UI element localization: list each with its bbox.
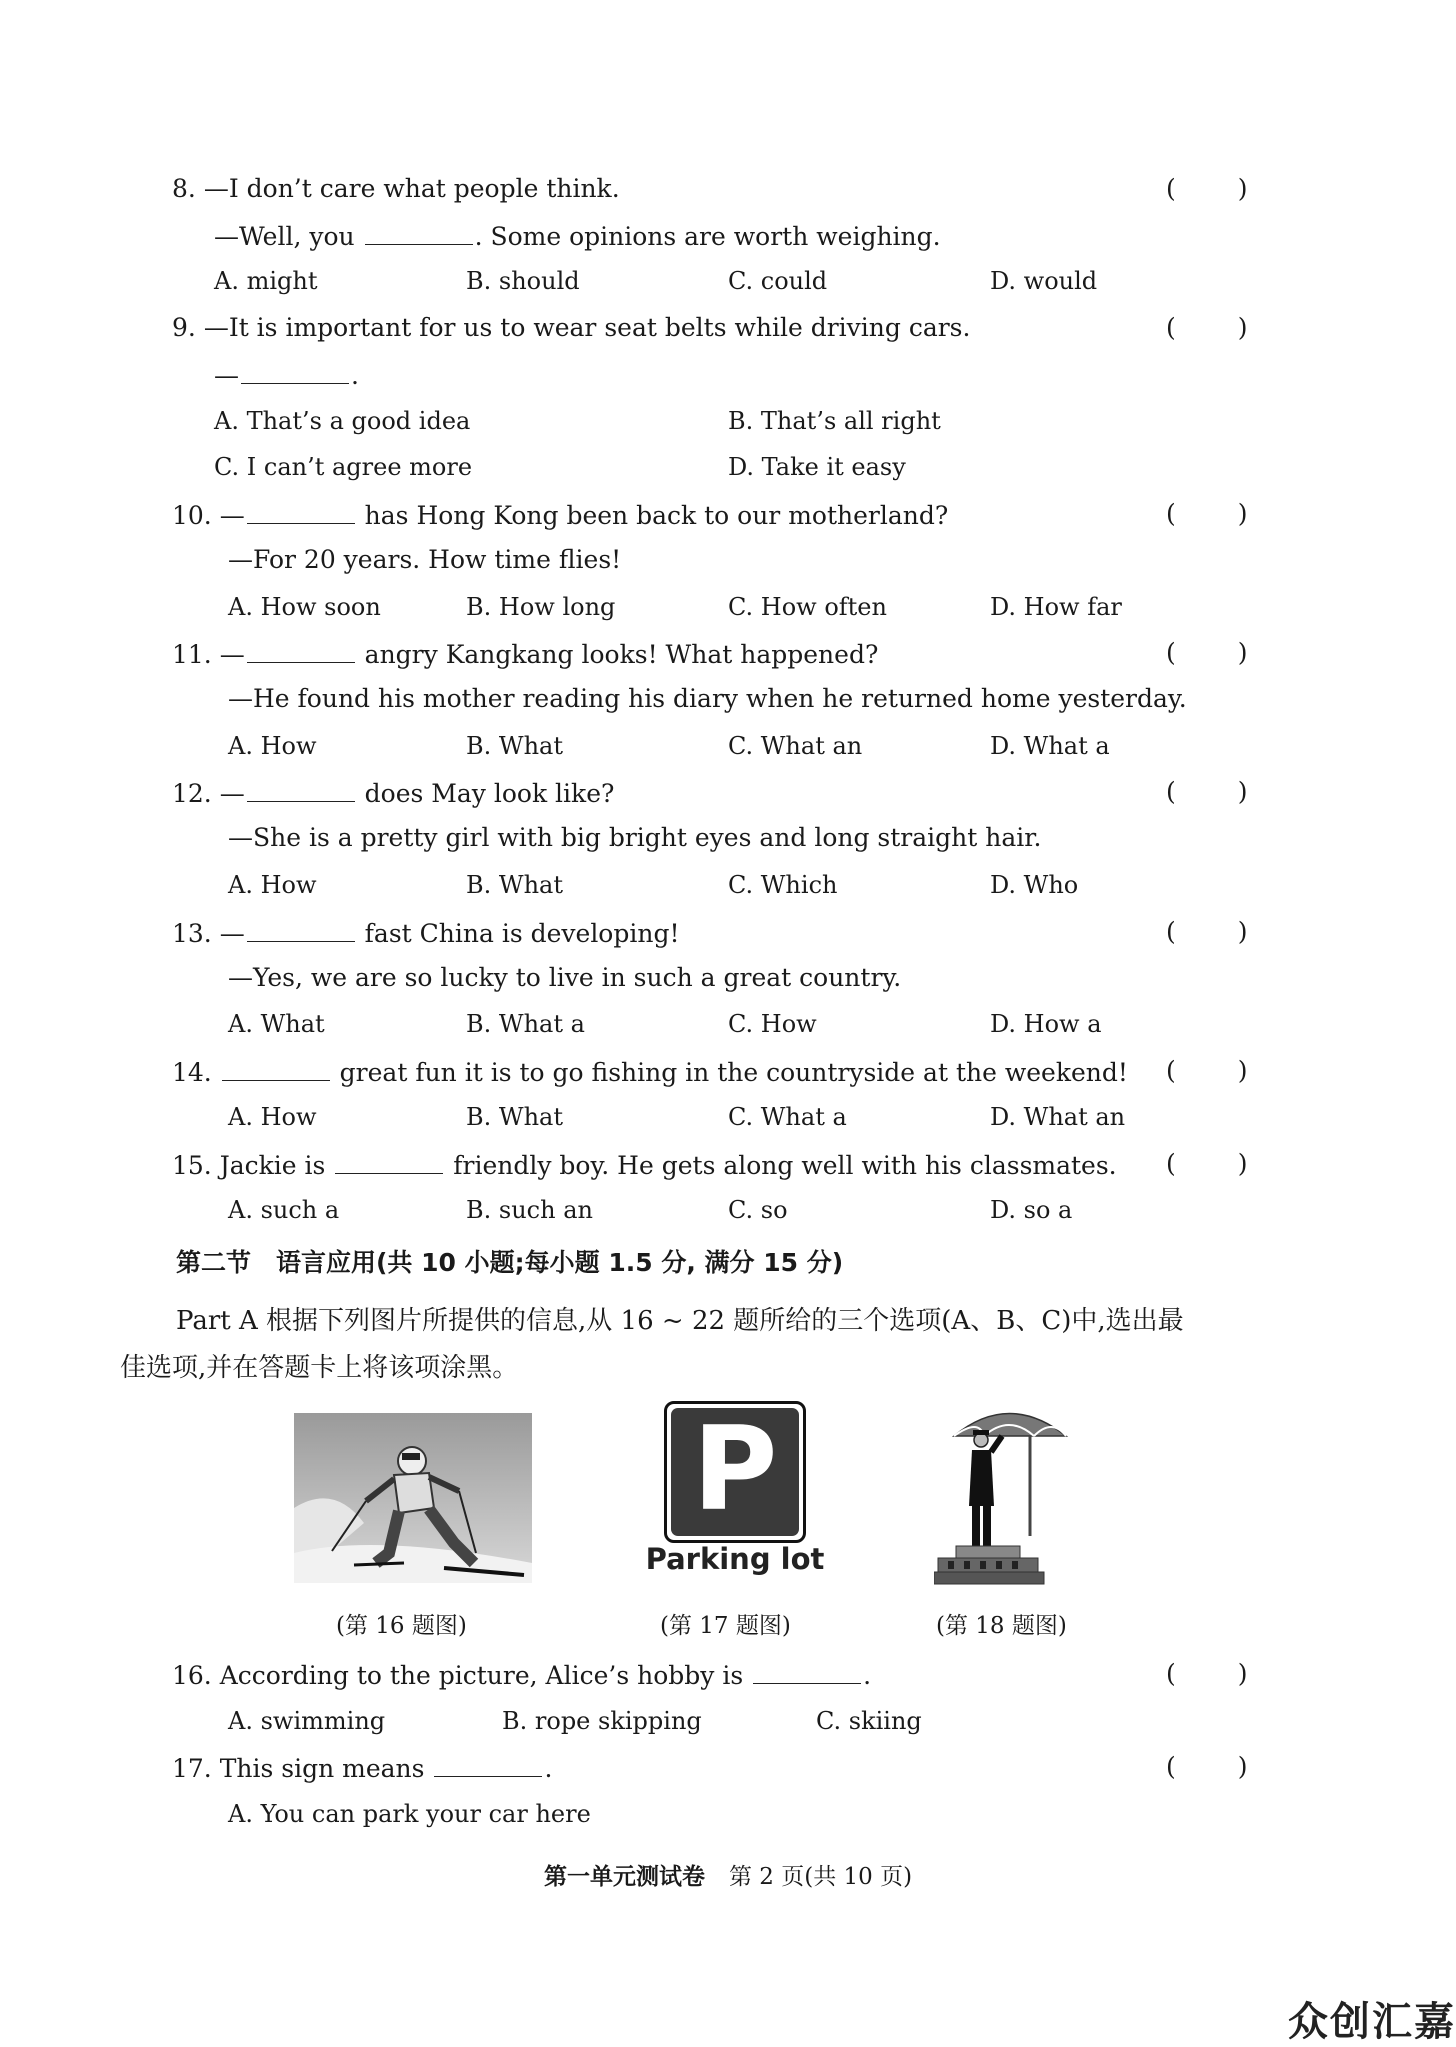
question-9-stem: 9. —It is important for us to wear seat belts while driving cars. bbox=[172, 313, 971, 342]
parking-letter: P bbox=[692, 1402, 778, 1537]
section-title: 第二节 语言应用(共 10 小题;每小题 1.5 分, 满分 15 分) bbox=[176, 1248, 844, 1277]
option-13a: A. What bbox=[228, 1010, 325, 1038]
option-12a: A. How bbox=[228, 871, 317, 899]
option-16a: A. swimming bbox=[228, 1707, 386, 1735]
option-11b: B. What bbox=[466, 732, 563, 760]
part-a-line-1: Part A 根据下列图片所提供的信息,从 16 ~ 22 题所给的三个选项(A、B、C)中,选出最 bbox=[176, 1306, 1184, 1336]
option-14a: A. How bbox=[228, 1103, 317, 1131]
option-12b: B. What bbox=[466, 871, 563, 899]
option-14d: D. What an bbox=[990, 1103, 1126, 1131]
answer-paren-15: ( ) bbox=[1166, 1149, 1248, 1178]
page-footer bbox=[0, 1858, 1456, 1891]
blank bbox=[241, 359, 349, 384]
question-15-stem: 15. Jackie is friendly boy. He gets along well with his classmates. bbox=[172, 1151, 1117, 1180]
option-8a: A. might bbox=[214, 267, 318, 295]
option-15d: D. so a bbox=[990, 1196, 1073, 1224]
answer-paren-12: ( ) bbox=[1166, 777, 1248, 806]
answer-paren-11: ( ) bbox=[1166, 638, 1248, 667]
footer-title: 第一单元测试卷 bbox=[543, 1864, 705, 1890]
option-13c: C. How bbox=[728, 1010, 817, 1038]
question-10-stem: 10. — has Hong Kong been back to our motherland? bbox=[172, 501, 949, 530]
option-13b: B. What a bbox=[466, 1010, 585, 1038]
blank bbox=[753, 1659, 861, 1684]
option-13d: D. How a bbox=[990, 1010, 1102, 1038]
option-9b: B. That’s all right bbox=[728, 407, 941, 435]
question-10-line2: —For 20 years. How time flies! bbox=[228, 545, 622, 574]
option-17a: A. You can park your car here bbox=[228, 1800, 591, 1828]
option-9d: D. Take it easy bbox=[728, 453, 906, 481]
answer-paren-9: ( ) bbox=[1166, 313, 1248, 342]
blank bbox=[247, 917, 355, 942]
traffic-police-picture bbox=[934, 1396, 1084, 1586]
blank bbox=[365, 220, 473, 245]
question-11-stem: 11. — angry Kangkang looks! What happened? bbox=[172, 640, 879, 669]
option-8b: B. should bbox=[466, 267, 580, 295]
option-12c: C. Which bbox=[728, 871, 838, 899]
question-12-stem: 12. — does May look like? bbox=[172, 779, 615, 808]
blank bbox=[335, 1149, 443, 1174]
blank bbox=[222, 1056, 330, 1081]
answer-paren-13: ( ) bbox=[1166, 917, 1248, 946]
answer-paren-17: ( ) bbox=[1166, 1752, 1248, 1781]
option-15b: B. such an bbox=[466, 1196, 593, 1224]
option-15c: C. so bbox=[728, 1196, 788, 1224]
question-14-stem: 14. great fun it is to go fishing in the countryside at the weekend! bbox=[172, 1058, 1128, 1087]
option-8c: C. could bbox=[728, 267, 828, 295]
option-9c: C. I can’t agree more bbox=[214, 453, 473, 481]
question-12-line2: —She is a pretty girl with big bright eyes and long straight hair. bbox=[228, 823, 1042, 852]
option-10d: D. How far bbox=[990, 593, 1122, 621]
watermark: 众创汇嘉 bbox=[1288, 1999, 1456, 2045]
option-14c: C. What a bbox=[728, 1103, 847, 1131]
parking-sign-picture bbox=[664, 1401, 806, 1543]
question-17-stem: 17. This sign means . bbox=[172, 1754, 553, 1783]
option-9a: A. That’s a good idea bbox=[214, 407, 471, 435]
question-8-line2: —Well, you . Some opinions are worth weighing. bbox=[214, 222, 941, 251]
part-a-instructions bbox=[120, 1298, 1270, 1392]
option-16c: C. skiing bbox=[816, 1707, 922, 1735]
option-10b: B. How long bbox=[466, 593, 616, 621]
answer-paren-10: ( ) bbox=[1166, 499, 1248, 528]
blank bbox=[434, 1752, 542, 1777]
answer-paren-16: ( ) bbox=[1166, 1659, 1248, 1688]
option-15a: A. such a bbox=[228, 1196, 340, 1224]
answer-paren-8: ( ) bbox=[1166, 174, 1248, 203]
option-12d: D. Who bbox=[990, 871, 1079, 899]
footer-page-number: 第 2 页(共 10 页) bbox=[728, 1864, 913, 1890]
question-13-stem: 13. — fast China is developing! bbox=[172, 919, 680, 948]
option-10c: C. How often bbox=[728, 593, 887, 621]
option-11a: A. How bbox=[228, 732, 317, 760]
part-a-line-2: 佳选项,并在答题卡上将该项涂黑。 bbox=[120, 1353, 519, 1383]
option-8d: D. would bbox=[990, 267, 1098, 295]
caption-17: (第 17 题图) bbox=[660, 1613, 791, 1639]
caption-18: (第 18 题图) bbox=[936, 1613, 1067, 1639]
caption-16: (第 16 题图) bbox=[336, 1613, 467, 1639]
option-11d: D. What a bbox=[990, 732, 1110, 760]
blank bbox=[247, 777, 355, 802]
parking-sign-label: Parking lot bbox=[645, 1542, 825, 1576]
question-11-line2: —He found his mother reading his diary when he returned home yesterday. bbox=[228, 684, 1187, 713]
option-16b: B. rope skipping bbox=[502, 1707, 702, 1735]
option-10a: A. How soon bbox=[228, 593, 381, 621]
answer-paren-14: ( ) bbox=[1166, 1056, 1248, 1085]
question-9-line2: — . bbox=[214, 361, 359, 390]
skier-picture bbox=[294, 1413, 532, 1583]
question-16-stem: 16. According to the picture, Alice’s hobby is . bbox=[172, 1661, 872, 1690]
blank bbox=[247, 638, 355, 663]
option-11c: C. What an bbox=[728, 732, 863, 760]
question-13-line2: —Yes, we are so lucky to live in such a great country. bbox=[228, 963, 902, 992]
question-8-stem: 8. —I don’t care what people think. bbox=[172, 174, 620, 203]
option-14b: B. What bbox=[466, 1103, 563, 1131]
blank bbox=[247, 499, 355, 524]
